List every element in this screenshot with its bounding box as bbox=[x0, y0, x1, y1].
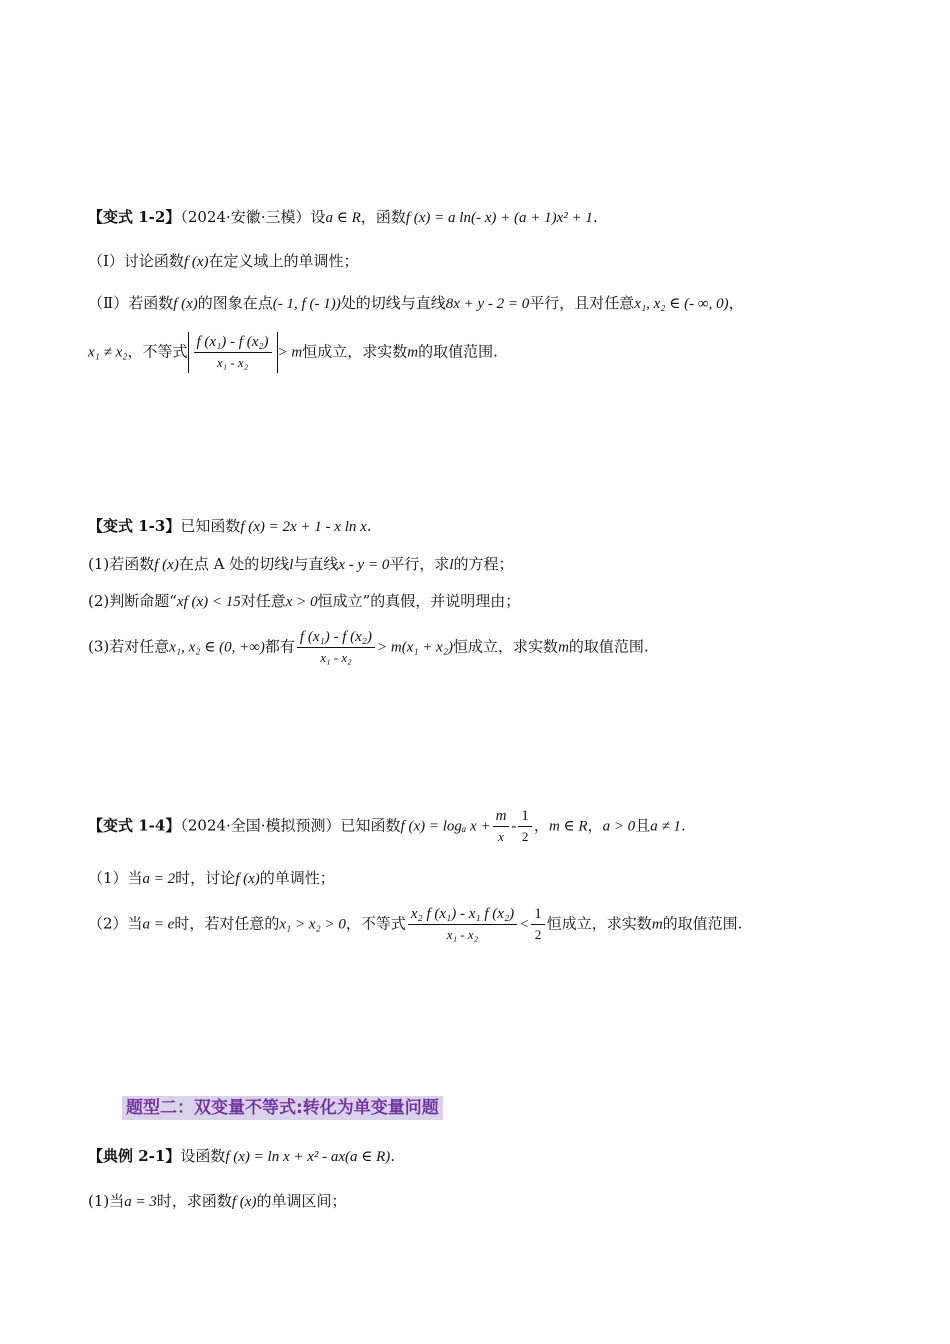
math-expr: l bbox=[289, 557, 294, 573]
math-expr: x > 0 bbox=[285, 594, 318, 610]
text: (2)判断命题“ bbox=[88, 592, 177, 610]
section-title: 题型二：双变量不等式:转化为单变量问题 bbox=[122, 1096, 443, 1120]
math-expr: > m bbox=[277, 344, 303, 361]
fraction bbox=[518, 806, 532, 847]
fraction bbox=[194, 332, 272, 373]
math-expr: x - y = 0 bbox=[338, 557, 390, 573]
math-expr: a > 0 bbox=[602, 818, 636, 835]
fraction bbox=[408, 904, 517, 945]
math-expr: a = e bbox=[142, 916, 175, 933]
problem-1-3-part-2 bbox=[88, 591, 890, 612]
text: ， bbox=[533, 816, 549, 835]
text: 恒成立，求实数 bbox=[453, 637, 559, 656]
text: （1）当 bbox=[88, 869, 143, 887]
function-def: f (x) = logₐ x + bbox=[400, 818, 491, 835]
fraction-numerator: 1 bbox=[518, 806, 532, 827]
math-expr: m bbox=[558, 639, 569, 656]
problem-tag: 【变式 1-2】 bbox=[88, 208, 181, 226]
absolute-value bbox=[188, 332, 278, 373]
text: 的单调性； bbox=[259, 869, 335, 887]
math-expr: m ∈ R bbox=[548, 818, 588, 835]
text: 在点 A 处的切线 bbox=[178, 555, 290, 573]
text: . bbox=[366, 517, 372, 535]
text: 处的切线与直线 bbox=[340, 294, 446, 312]
text: . bbox=[390, 1147, 396, 1165]
math-expr: a ∈ R bbox=[325, 210, 361, 226]
text: 恒成立，求实数 bbox=[546, 914, 652, 933]
fraction-denominator: x₁ - x₂ bbox=[446, 927, 479, 942]
fraction-denominator: x₁ - x₂ bbox=[320, 650, 352, 665]
text: 且 bbox=[635, 816, 651, 835]
math-expr: xf (x) < 15 bbox=[176, 594, 241, 610]
math-expr: (- 1, f (- 1)) bbox=[272, 296, 341, 312]
math-expr: < bbox=[519, 916, 530, 933]
problem-tag: 【典例 2-1】 bbox=[88, 1147, 181, 1165]
problem-1-4-part-1 bbox=[88, 868, 890, 889]
text: 时，讨论 bbox=[175, 869, 236, 887]
math-expr: a = 3 bbox=[124, 1194, 157, 1210]
text: 平行，且对任意 bbox=[529, 294, 635, 312]
text: 平行，求 bbox=[389, 555, 450, 573]
text: 的取值范围. bbox=[662, 914, 743, 933]
fraction-numerator: f (x₁) - f (x₂) bbox=[297, 627, 375, 648]
fraction-denominator: x bbox=[498, 829, 504, 844]
text: 的取值范围. bbox=[568, 637, 649, 656]
text: (1)若函数 bbox=[88, 555, 155, 573]
text: 的取值范围. bbox=[418, 342, 498, 361]
math-expr: l bbox=[449, 557, 454, 573]
math-expr: f (x) bbox=[231, 1194, 257, 1210]
fraction-numerator: 1 bbox=[531, 904, 545, 925]
math-expr: x₁, x₂ ∈ (0, +∞) bbox=[169, 639, 265, 656]
fraction-numerator: m bbox=[493, 806, 510, 827]
text: ，函数 bbox=[360, 208, 406, 226]
problem-1-4-part-2 bbox=[88, 904, 890, 945]
text: 已知函数 bbox=[180, 517, 241, 535]
text: ，不等式 bbox=[127, 342, 188, 361]
math-expr: m bbox=[651, 916, 663, 933]
math-expr: > m(x₁ + x₂) bbox=[376, 639, 454, 656]
text: ， bbox=[728, 294, 744, 312]
text: 的图象在点 bbox=[197, 294, 273, 312]
text: 都有 bbox=[264, 637, 295, 656]
math-expr: a ≠ 1 bbox=[650, 818, 681, 835]
text: 对任意 bbox=[240, 592, 286, 610]
text: (1)当 bbox=[88, 1192, 125, 1210]
text: 的方程； bbox=[453, 555, 514, 573]
fraction bbox=[493, 806, 510, 847]
problem-1-3-header bbox=[88, 516, 890, 537]
math-expr: f (x) bbox=[235, 871, 260, 887]
text: （Ⅱ）若函数 bbox=[88, 294, 174, 312]
text: ，不等式 bbox=[345, 914, 406, 933]
fraction-numerator: x₂ f (x₁) - x₁ f (x₂) bbox=[408, 904, 517, 925]
text: 时，若对任意的 bbox=[174, 914, 280, 933]
problem-1-4-header bbox=[88, 806, 890, 847]
math-expr: a = 2 bbox=[142, 871, 176, 887]
text: ， bbox=[587, 816, 603, 835]
fraction-numerator: f (x₁) - f (x₂) bbox=[194, 332, 272, 353]
problem-tag: 【变式 1-3】 bbox=[88, 517, 181, 535]
fraction bbox=[297, 627, 375, 668]
source-note: （2024·全国·模拟预测）已知函数 bbox=[180, 816, 401, 835]
problem-1-2-header bbox=[88, 207, 890, 228]
math-expr: x₁ ≠ x₂ bbox=[88, 344, 128, 361]
text: 时，求函数 bbox=[156, 1192, 232, 1210]
fraction-denominator: 2 bbox=[521, 829, 529, 844]
math-expr: x₁, x₂ ∈ (- ∞, 0) bbox=[634, 296, 729, 312]
problem-1-2-part-1 bbox=[88, 251, 890, 272]
problem-1-3-part-1 bbox=[88, 554, 890, 575]
fraction-denominator: x₁ - x₂ bbox=[216, 355, 249, 370]
math-expr: x₁ > x₂ > 0 bbox=[279, 916, 346, 933]
math-expr: f (x) bbox=[154, 557, 179, 573]
function-def: f (x) = 2x + 1 - x ln x bbox=[240, 519, 367, 535]
text: 在定义域上的单调性； bbox=[208, 252, 359, 270]
problem-1-2-part-2-cont bbox=[88, 332, 890, 373]
fraction-denominator: 2 bbox=[534, 927, 542, 942]
text: 设函数 bbox=[180, 1147, 226, 1165]
text: 恒成立，求实数 bbox=[302, 342, 408, 361]
math-expr: f (x) bbox=[173, 296, 198, 312]
math-expr: m bbox=[407, 344, 419, 361]
source-note: （2024·安徽·三模）设 bbox=[180, 208, 326, 226]
math-expr: - bbox=[511, 818, 517, 835]
problem-1-3-part-3 bbox=[88, 627, 890, 668]
function-def: f (x) = a ln(- x) + (a + 1)x² + 1 bbox=[405, 210, 593, 226]
fraction bbox=[531, 904, 545, 945]
math-expr: f (x) bbox=[183, 254, 209, 270]
problem-1-2-part-2 bbox=[88, 293, 890, 314]
example-2-1-header bbox=[88, 1146, 890, 1167]
example-2-1-part-1 bbox=[88, 1191, 890, 1212]
text: 与直线 bbox=[293, 555, 339, 573]
text: 的单调区间； bbox=[256, 1192, 347, 1210]
math-expr: 8x + y - 2 = 0 bbox=[445, 296, 530, 312]
text: . bbox=[680, 816, 686, 835]
text: 恒成立”的真假，并说明理由； bbox=[317, 592, 521, 610]
text: . bbox=[592, 208, 598, 226]
function-def: f (x) = ln x + x² - ax(a ∈ R) bbox=[225, 1149, 391, 1165]
problem-tag: 【变式 1-4】 bbox=[88, 816, 181, 835]
text: （Ⅰ）讨论函数 bbox=[88, 252, 184, 270]
text: (3)若对任意 bbox=[88, 637, 170, 656]
text: （2）当 bbox=[88, 914, 143, 933]
